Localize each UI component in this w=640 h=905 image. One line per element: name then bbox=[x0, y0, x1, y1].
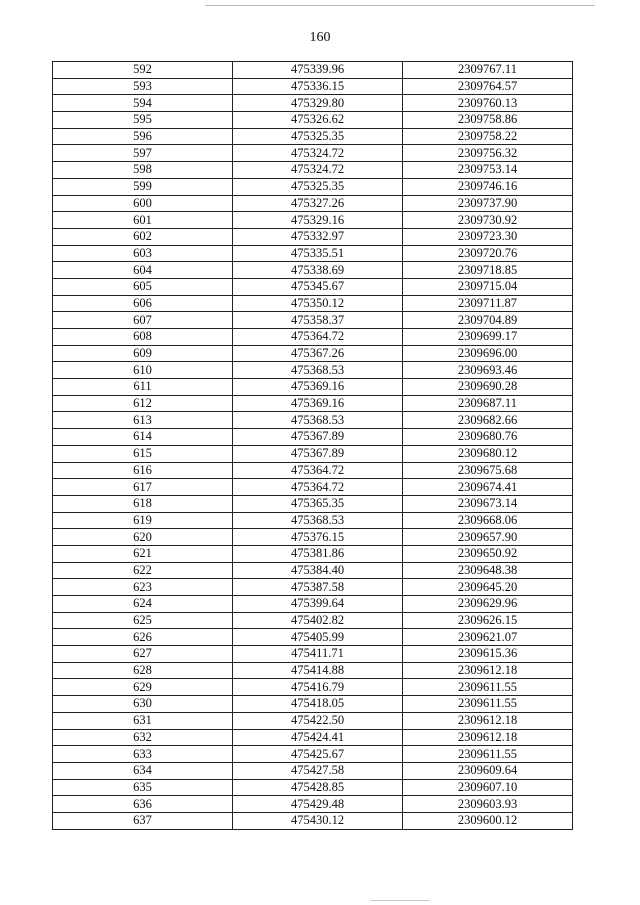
x-coordinate-cell: 475428.85 bbox=[233, 779, 403, 796]
table-row bbox=[53, 679, 573, 696]
x-coordinate-cell: 475367.26 bbox=[233, 345, 403, 362]
point-number-cell: 602 bbox=[53, 228, 233, 245]
table-row bbox=[53, 262, 573, 279]
y-coordinate-cell: 2309609.64 bbox=[403, 762, 573, 779]
point-number-cell: 592 bbox=[53, 62, 233, 79]
x-coordinate-cell: 475424.41 bbox=[233, 729, 403, 746]
x-coordinate-cell: 475368.53 bbox=[233, 412, 403, 429]
y-coordinate-cell: 2309711.87 bbox=[403, 295, 573, 312]
table-row bbox=[53, 162, 573, 179]
point-number-cell: 605 bbox=[53, 278, 233, 295]
y-coordinate-cell: 2309629.96 bbox=[403, 596, 573, 613]
point-number-cell: 600 bbox=[53, 195, 233, 212]
x-coordinate-cell: 475364.72 bbox=[233, 462, 403, 479]
y-coordinate-cell: 2309621.07 bbox=[403, 629, 573, 646]
x-coordinate-cell: 475345.67 bbox=[233, 278, 403, 295]
table-row bbox=[53, 78, 573, 95]
y-coordinate-cell: 2309612.18 bbox=[403, 662, 573, 679]
y-coordinate-cell: 2309680.12 bbox=[403, 445, 573, 462]
x-coordinate-cell: 475367.89 bbox=[233, 429, 403, 446]
y-coordinate-cell: 2309687.11 bbox=[403, 395, 573, 412]
y-coordinate-cell: 2309612.18 bbox=[403, 712, 573, 729]
table-row bbox=[53, 762, 573, 779]
table-row bbox=[53, 445, 573, 462]
point-number-cell: 620 bbox=[53, 529, 233, 546]
x-coordinate-cell: 475411.71 bbox=[233, 646, 403, 663]
x-coordinate-cell: 475325.35 bbox=[233, 128, 403, 145]
x-coordinate-cell: 475422.50 bbox=[233, 712, 403, 729]
y-coordinate-cell: 2309720.76 bbox=[403, 245, 573, 262]
table-row bbox=[53, 512, 573, 529]
table-row bbox=[53, 629, 573, 646]
table-row bbox=[53, 429, 573, 446]
point-number-cell: 629 bbox=[53, 679, 233, 696]
point-number-cell: 595 bbox=[53, 112, 233, 129]
table-row bbox=[53, 812, 573, 829]
y-coordinate-cell: 2309682.66 bbox=[403, 412, 573, 429]
point-number-cell: 630 bbox=[53, 696, 233, 713]
x-coordinate-cell: 475324.72 bbox=[233, 145, 403, 162]
point-number-cell: 604 bbox=[53, 262, 233, 279]
y-coordinate-cell: 2309693.46 bbox=[403, 362, 573, 379]
y-coordinate-cell: 2309756.32 bbox=[403, 145, 573, 162]
y-coordinate-cell: 2309645.20 bbox=[403, 579, 573, 596]
table-row bbox=[53, 412, 573, 429]
table-row bbox=[53, 662, 573, 679]
point-number-cell: 625 bbox=[53, 612, 233, 629]
table-row bbox=[53, 529, 573, 546]
table-row bbox=[53, 779, 573, 796]
x-coordinate-cell: 475365.35 bbox=[233, 495, 403, 512]
x-coordinate-cell: 475358.37 bbox=[233, 312, 403, 329]
point-number-cell: 623 bbox=[53, 579, 233, 596]
point-number-cell: 601 bbox=[53, 212, 233, 229]
x-coordinate-cell: 475430.12 bbox=[233, 812, 403, 829]
y-coordinate-cell: 2309690.28 bbox=[403, 379, 573, 396]
table-row bbox=[53, 646, 573, 663]
y-coordinate-cell: 2309758.22 bbox=[403, 128, 573, 145]
x-coordinate-cell: 475384.40 bbox=[233, 562, 403, 579]
y-coordinate-cell: 2309746.16 bbox=[403, 178, 573, 195]
point-number-cell: 608 bbox=[53, 329, 233, 346]
y-coordinate-cell: 2309673.14 bbox=[403, 495, 573, 512]
table-row bbox=[53, 362, 573, 379]
point-number-cell: 596 bbox=[53, 128, 233, 145]
point-number-cell: 619 bbox=[53, 512, 233, 529]
y-coordinate-cell: 2309603.93 bbox=[403, 796, 573, 813]
y-coordinate-cell: 2309615.36 bbox=[403, 646, 573, 663]
y-coordinate-cell: 2309718.85 bbox=[403, 262, 573, 279]
y-coordinate-cell: 2309737.90 bbox=[403, 195, 573, 212]
x-coordinate-cell: 475405.99 bbox=[233, 629, 403, 646]
point-number-cell: 607 bbox=[53, 312, 233, 329]
y-coordinate-cell: 2309767.11 bbox=[403, 62, 573, 79]
point-number-cell: 610 bbox=[53, 362, 233, 379]
x-coordinate-cell: 475425.67 bbox=[233, 746, 403, 763]
point-number-cell: 616 bbox=[53, 462, 233, 479]
table-row bbox=[53, 796, 573, 813]
table-row bbox=[53, 329, 573, 346]
x-coordinate-cell: 475402.82 bbox=[233, 612, 403, 629]
table-row bbox=[53, 462, 573, 479]
scan-edge-line-bottom bbox=[370, 900, 430, 901]
table-row bbox=[53, 128, 573, 145]
x-coordinate-cell: 475368.53 bbox=[233, 512, 403, 529]
coordinate-table-body bbox=[53, 62, 573, 830]
point-number-cell: 637 bbox=[53, 812, 233, 829]
table-row bbox=[53, 579, 573, 596]
point-number-cell: 614 bbox=[53, 429, 233, 446]
x-coordinate-cell: 475336.15 bbox=[233, 78, 403, 95]
table-row bbox=[53, 312, 573, 329]
table-row bbox=[53, 228, 573, 245]
y-coordinate-cell: 2309611.55 bbox=[403, 679, 573, 696]
table-row bbox=[53, 95, 573, 112]
x-coordinate-cell: 475329.16 bbox=[233, 212, 403, 229]
x-coordinate-cell: 475381.86 bbox=[233, 545, 403, 562]
point-number-cell: 598 bbox=[53, 162, 233, 179]
x-coordinate-cell: 475387.58 bbox=[233, 579, 403, 596]
table-row bbox=[53, 345, 573, 362]
table-row bbox=[53, 195, 573, 212]
x-coordinate-cell: 475364.72 bbox=[233, 329, 403, 346]
y-coordinate-cell: 2309650.92 bbox=[403, 545, 573, 562]
y-coordinate-cell: 2309730.92 bbox=[403, 212, 573, 229]
point-number-cell: 627 bbox=[53, 646, 233, 663]
x-coordinate-cell: 475325.35 bbox=[233, 178, 403, 195]
point-number-cell: 603 bbox=[53, 245, 233, 262]
table-row bbox=[53, 62, 573, 79]
y-coordinate-cell: 2309723.30 bbox=[403, 228, 573, 245]
point-number-cell: 612 bbox=[53, 395, 233, 412]
point-number-cell: 633 bbox=[53, 746, 233, 763]
point-number-cell: 632 bbox=[53, 729, 233, 746]
y-coordinate-cell: 2309758.86 bbox=[403, 112, 573, 129]
y-coordinate-cell: 2309704.89 bbox=[403, 312, 573, 329]
x-coordinate-cell: 475369.16 bbox=[233, 395, 403, 412]
point-number-cell: 621 bbox=[53, 545, 233, 562]
point-number-cell: 636 bbox=[53, 796, 233, 813]
table-row bbox=[53, 479, 573, 496]
y-coordinate-cell: 2309648.38 bbox=[403, 562, 573, 579]
x-coordinate-cell: 475369.16 bbox=[233, 379, 403, 396]
table-row bbox=[53, 145, 573, 162]
x-coordinate-cell: 475367.89 bbox=[233, 445, 403, 462]
scan-edge-line bbox=[205, 5, 595, 6]
x-coordinate-cell: 475350.12 bbox=[233, 295, 403, 312]
page-number: 160 bbox=[309, 30, 331, 45]
y-coordinate-cell: 2309699.17 bbox=[403, 329, 573, 346]
point-number-cell: 613 bbox=[53, 412, 233, 429]
table-row bbox=[53, 729, 573, 746]
x-coordinate-cell: 475414.88 bbox=[233, 662, 403, 679]
table-row bbox=[53, 112, 573, 129]
y-coordinate-cell: 2309674.41 bbox=[403, 479, 573, 496]
point-number-cell: 618 bbox=[53, 495, 233, 512]
coordinate-table bbox=[52, 61, 573, 830]
table-row bbox=[53, 395, 573, 412]
x-coordinate-cell: 475329.80 bbox=[233, 95, 403, 112]
point-number-cell: 626 bbox=[53, 629, 233, 646]
y-coordinate-cell: 2309696.00 bbox=[403, 345, 573, 362]
point-number-cell: 593 bbox=[53, 78, 233, 95]
x-coordinate-cell: 475332.97 bbox=[233, 228, 403, 245]
x-coordinate-cell: 475338.69 bbox=[233, 262, 403, 279]
y-coordinate-cell: 2309657.90 bbox=[403, 529, 573, 546]
point-number-cell: 617 bbox=[53, 479, 233, 496]
x-coordinate-cell: 475326.62 bbox=[233, 112, 403, 129]
table-row bbox=[53, 178, 573, 195]
x-coordinate-cell: 475416.79 bbox=[233, 679, 403, 696]
table-row bbox=[53, 245, 573, 262]
point-number-cell: 606 bbox=[53, 295, 233, 312]
x-coordinate-cell: 475429.48 bbox=[233, 796, 403, 813]
point-number-cell: 609 bbox=[53, 345, 233, 362]
point-number-cell: 635 bbox=[53, 779, 233, 796]
table-row bbox=[53, 596, 573, 613]
table-row bbox=[53, 379, 573, 396]
x-coordinate-cell: 475376.15 bbox=[233, 529, 403, 546]
y-coordinate-cell: 2309715.04 bbox=[403, 278, 573, 295]
point-number-cell: 624 bbox=[53, 596, 233, 613]
y-coordinate-cell: 2309626.15 bbox=[403, 612, 573, 629]
y-coordinate-cell: 2309668.06 bbox=[403, 512, 573, 529]
y-coordinate-cell: 2309607.10 bbox=[403, 779, 573, 796]
y-coordinate-cell: 2309611.55 bbox=[403, 696, 573, 713]
x-coordinate-cell: 475364.72 bbox=[233, 479, 403, 496]
y-coordinate-cell: 2309764.57 bbox=[403, 78, 573, 95]
x-coordinate-cell: 475324.72 bbox=[233, 162, 403, 179]
table-row bbox=[53, 612, 573, 629]
point-number-cell: 594 bbox=[53, 95, 233, 112]
table-row bbox=[53, 212, 573, 229]
point-number-cell: 597 bbox=[53, 145, 233, 162]
y-coordinate-cell: 2309675.68 bbox=[403, 462, 573, 479]
y-coordinate-cell: 2309600.12 bbox=[403, 812, 573, 829]
point-number-cell: 631 bbox=[53, 712, 233, 729]
x-coordinate-cell: 475418.05 bbox=[233, 696, 403, 713]
x-coordinate-cell: 475335.51 bbox=[233, 245, 403, 262]
x-coordinate-cell: 475339.96 bbox=[233, 62, 403, 79]
point-number-cell: 622 bbox=[53, 562, 233, 579]
point-number-cell: 615 bbox=[53, 445, 233, 462]
table-row bbox=[53, 562, 573, 579]
table-row bbox=[53, 712, 573, 729]
table-row bbox=[53, 746, 573, 763]
x-coordinate-cell: 475368.53 bbox=[233, 362, 403, 379]
x-coordinate-cell: 475327.26 bbox=[233, 195, 403, 212]
point-number-cell: 628 bbox=[53, 662, 233, 679]
table-row bbox=[53, 278, 573, 295]
table-row bbox=[53, 696, 573, 713]
point-number-cell: 634 bbox=[53, 762, 233, 779]
y-coordinate-cell: 2309611.55 bbox=[403, 746, 573, 763]
x-coordinate-cell: 475399.64 bbox=[233, 596, 403, 613]
y-coordinate-cell: 2309680.76 bbox=[403, 429, 573, 446]
table-row bbox=[53, 545, 573, 562]
table-row bbox=[53, 295, 573, 312]
y-coordinate-cell: 2309753.14 bbox=[403, 162, 573, 179]
table-row bbox=[53, 495, 573, 512]
y-coordinate-cell: 2309612.18 bbox=[403, 729, 573, 746]
point-number-cell: 611 bbox=[53, 379, 233, 396]
point-number-cell: 599 bbox=[53, 178, 233, 195]
y-coordinate-cell: 2309760.13 bbox=[403, 95, 573, 112]
x-coordinate-cell: 475427.58 bbox=[233, 762, 403, 779]
